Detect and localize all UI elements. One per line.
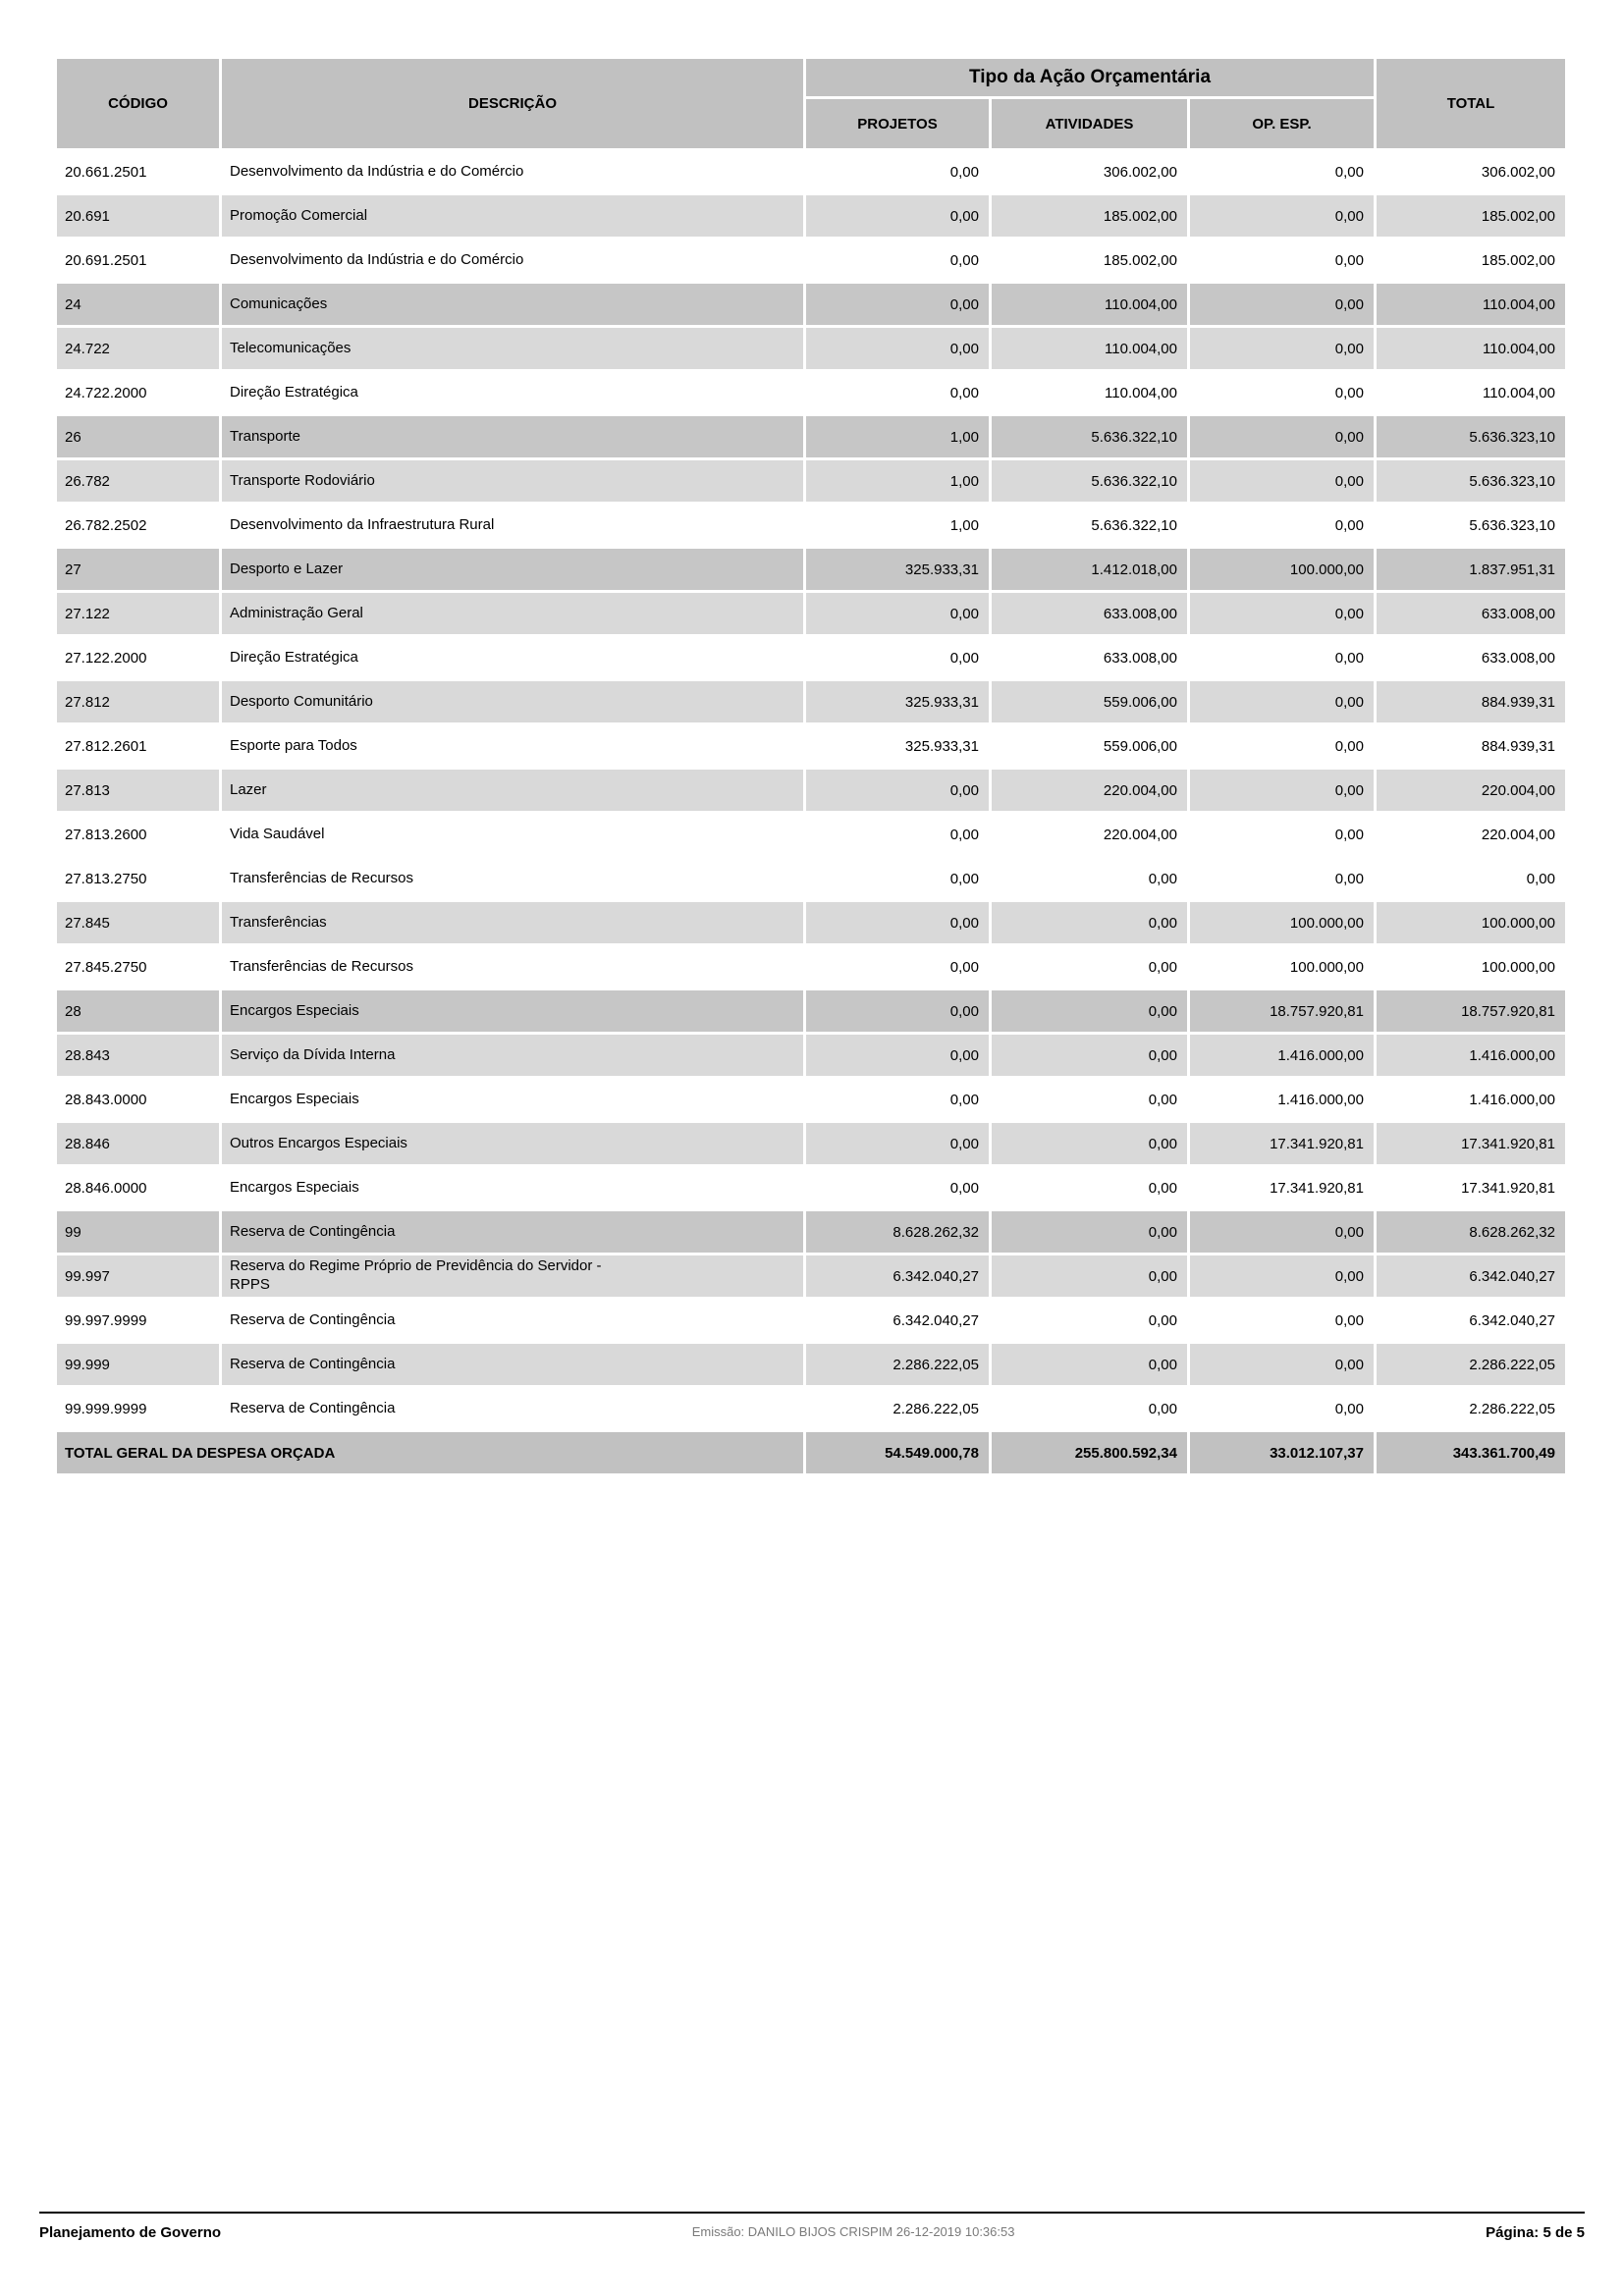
- row-description-text: Encargos Especiais: [230, 1178, 359, 1196]
- table-header: [57, 59, 1565, 148]
- row-atividades-cell: 0,00: [992, 1079, 1187, 1120]
- row-description-text: Desenvolvimento da Infraestrutura Rural: [230, 515, 495, 533]
- row-description-text: Encargos Especiais: [230, 1001, 359, 1019]
- row-code-cell: 27.813.2600: [57, 814, 219, 855]
- row-description-text: Direção Estratégica: [230, 648, 358, 666]
- row-projetos-cell: 0,00: [806, 593, 989, 634]
- row-description-text: Serviço da Dívida Interna: [230, 1045, 396, 1063]
- row-code-cell: 27.812.2601: [57, 725, 219, 767]
- row-total-cell: 220.004,00: [1377, 770, 1565, 811]
- row-description-cell: [222, 549, 803, 590]
- row-code-cell: 27.845.2750: [57, 946, 219, 988]
- row-description-text: Telecomunicações: [230, 339, 352, 356]
- row-description-text: Desporto Comunitário: [230, 692, 373, 710]
- row-projetos-cell: 325.933,31: [806, 681, 989, 722]
- row-code-cell: 24: [57, 284, 219, 325]
- table-row: [57, 1123, 1565, 1164]
- row-total-cell: 100.000,00: [1377, 902, 1565, 943]
- footer-emission-info: Emissão: DANILO BIJOS CRISPIM 26-12-2019 10:36:53: [691, 2224, 1015, 2239]
- row-description-cell: [222, 1344, 803, 1385]
- table-row: [57, 593, 1565, 634]
- table-row: [57, 1344, 1565, 1385]
- row-projetos-cell: 0,00: [806, 284, 989, 325]
- table-row: [57, 505, 1565, 546]
- row-description-cell: [222, 151, 803, 192]
- table-row: [57, 195, 1565, 237]
- budget-table: [54, 56, 1568, 1476]
- row-total-cell: 100.000,00: [1377, 946, 1565, 988]
- page-footer: [39, 2212, 1585, 2241]
- table-row: [57, 1300, 1565, 1341]
- table-row: [57, 1388, 1565, 1429]
- row-description-cell: [222, 328, 803, 369]
- column-header-total: TOTAL: [1377, 59, 1565, 148]
- table-row: [57, 284, 1565, 325]
- row-op-esp-cell: 0,00: [1190, 725, 1374, 767]
- row-description-cell: [222, 770, 803, 811]
- row-total-cell: 1.416.000,00: [1377, 1035, 1565, 1076]
- table-body: [57, 151, 1565, 1473]
- row-description-text: Reserva do Regime Próprio de Previdência do Servidor - RPPS: [230, 1257, 602, 1293]
- row-description-text: Transporte Rodoviário: [230, 471, 375, 489]
- row-description-text: Outros Encargos Especiais: [230, 1134, 407, 1151]
- row-description-text: Reserva de Contingência: [230, 1310, 396, 1328]
- row-op-esp-cell: 0,00: [1190, 858, 1374, 899]
- row-total-cell: 8.628.262,32: [1377, 1211, 1565, 1253]
- row-description-text: Vida Saudável: [230, 825, 325, 842]
- row-op-esp-cell: 0,00: [1190, 372, 1374, 413]
- row-code-cell: 27.122.2000: [57, 637, 219, 678]
- row-code-cell: 28: [57, 990, 219, 1032]
- row-projetos-cell: 1,00: [806, 460, 989, 502]
- row-atividades-cell: 5.636.322,10: [992, 416, 1187, 457]
- total-total-cell: 343.361.700,49: [1377, 1432, 1565, 1473]
- row-projetos-cell: 0,00: [806, 240, 989, 281]
- row-code-cell: 27.845: [57, 902, 219, 943]
- row-code-cell: 28.843: [57, 1035, 219, 1076]
- row-atividades-cell: 0,00: [992, 1388, 1187, 1429]
- row-op-esp-cell: 0,00: [1190, 1344, 1374, 1385]
- row-projetos-cell: 8.628.262,32: [806, 1211, 989, 1253]
- row-code-cell: 99: [57, 1211, 219, 1253]
- row-code-cell: 20.661.2501: [57, 151, 219, 192]
- row-code-cell: 26: [57, 416, 219, 457]
- row-atividades-cell: 220.004,00: [992, 770, 1187, 811]
- row-code-cell: 28.846.0000: [57, 1167, 219, 1208]
- total-atividades-cell: 255.800.592,34: [992, 1432, 1187, 1473]
- row-projetos-cell: 0,00: [806, 770, 989, 811]
- row-atividades-cell: 110.004,00: [992, 328, 1187, 369]
- row-code-cell: 28.843.0000: [57, 1079, 219, 1120]
- table-row: [57, 460, 1565, 502]
- row-projetos-cell: 0,00: [806, 902, 989, 943]
- row-description-cell: [222, 814, 803, 855]
- row-description-text: Desenvolvimento da Indústria e do Comércio: [230, 250, 524, 268]
- row-op-esp-cell: 0,00: [1190, 240, 1374, 281]
- row-description-text: Reserva de Contingência: [230, 1355, 396, 1372]
- row-atividades-cell: 0,00: [992, 1255, 1187, 1297]
- row-description-cell: [222, 637, 803, 678]
- row-description-text: Desporto e Lazer: [230, 560, 344, 577]
- row-description-cell: [222, 1211, 803, 1253]
- row-atividades-cell: 0,00: [992, 1211, 1187, 1253]
- row-code-cell: 28.846: [57, 1123, 219, 1164]
- row-projetos-cell: 0,00: [806, 1123, 989, 1164]
- row-projetos-cell: 0,00: [806, 858, 989, 899]
- row-code-cell: 26.782.2502: [57, 505, 219, 546]
- row-op-esp-cell: 0,00: [1190, 1300, 1374, 1341]
- row-total-cell: 185.002,00: [1377, 195, 1565, 237]
- row-op-esp-cell: 0,00: [1190, 593, 1374, 634]
- row-atividades-cell: 185.002,00: [992, 240, 1187, 281]
- row-atividades-cell: 0,00: [992, 1123, 1187, 1164]
- row-atividades-cell: 0,00: [992, 990, 1187, 1032]
- table-row: [57, 1167, 1565, 1208]
- row-description-text: Transferências de Recursos: [230, 869, 414, 886]
- row-projetos-cell: 0,00: [806, 195, 989, 237]
- row-projetos-cell: 6.342.040,27: [806, 1300, 989, 1341]
- row-projetos-cell: 0,00: [806, 814, 989, 855]
- row-description-text: Promoção Comercial: [230, 206, 368, 224]
- row-atividades-cell: 0,00: [992, 1300, 1187, 1341]
- table-row: [57, 858, 1565, 899]
- column-header-descricao: DESCRIÇÃO: [222, 59, 803, 148]
- row-projetos-cell: 0,00: [806, 1079, 989, 1120]
- table-row: [57, 637, 1565, 678]
- row-description-text: Transferências: [230, 913, 327, 931]
- row-description-cell: [222, 1167, 803, 1208]
- row-op-esp-cell: 0,00: [1190, 1255, 1374, 1297]
- row-atividades-cell: 0,00: [992, 1167, 1187, 1208]
- row-code-cell: 27.122: [57, 593, 219, 634]
- row-projetos-cell: 0,00: [806, 946, 989, 988]
- row-op-esp-cell: 1.416.000,00: [1190, 1079, 1374, 1120]
- row-description-cell: [222, 505, 803, 546]
- row-description-cell: [222, 240, 803, 281]
- row-op-esp-cell: 0,00: [1190, 1211, 1374, 1253]
- table-row: [57, 1255, 1565, 1297]
- row-total-cell: 884.939,31: [1377, 681, 1565, 722]
- row-atividades-cell: 633.008,00: [992, 593, 1187, 634]
- row-description-cell: [222, 1123, 803, 1164]
- row-code-cell: 24.722.2000: [57, 372, 219, 413]
- row-code-cell: 27: [57, 549, 219, 590]
- table-row: [57, 151, 1565, 192]
- row-description-text: Direção Estratégica: [230, 383, 358, 400]
- row-op-esp-cell: 0,00: [1190, 505, 1374, 546]
- row-total-cell: 5.636.323,10: [1377, 416, 1565, 457]
- row-atividades-cell: 0,00: [992, 1344, 1187, 1385]
- row-code-cell: 20.691: [57, 195, 219, 237]
- row-op-esp-cell: 0,00: [1190, 284, 1374, 325]
- row-projetos-cell: 325.933,31: [806, 549, 989, 590]
- row-description-cell: [222, 858, 803, 899]
- row-description-cell: [222, 1079, 803, 1120]
- row-atividades-cell: 220.004,00: [992, 814, 1187, 855]
- row-projetos-cell: 2.286.222,05: [806, 1344, 989, 1385]
- table-row: [57, 770, 1565, 811]
- row-description-cell: [222, 946, 803, 988]
- row-total-cell: 17.341.920,81: [1377, 1123, 1565, 1164]
- row-total-cell: 17.341.920,81: [1377, 1167, 1565, 1208]
- row-op-esp-cell: 0,00: [1190, 151, 1374, 192]
- row-projetos-cell: 1,00: [806, 505, 989, 546]
- row-total-cell: 1.837.951,31: [1377, 549, 1565, 590]
- row-total-cell: 1.416.000,00: [1377, 1079, 1565, 1120]
- row-description-cell: [222, 416, 803, 457]
- row-atividades-cell: 306.002,00: [992, 151, 1187, 192]
- row-description-cell: [222, 902, 803, 943]
- row-total-cell: 0,00: [1377, 858, 1565, 899]
- row-description-cell: [222, 593, 803, 634]
- row-projetos-cell: 0,00: [806, 372, 989, 413]
- row-code-cell: 99.999.9999: [57, 1388, 219, 1429]
- row-projetos-cell: 0,00: [806, 151, 989, 192]
- row-total-cell: 6.342.040,27: [1377, 1300, 1565, 1341]
- row-code-cell: 99.997.9999: [57, 1300, 219, 1341]
- table-row: [57, 1035, 1565, 1076]
- row-description-cell: [222, 195, 803, 237]
- row-total-cell: 220.004,00: [1377, 814, 1565, 855]
- row-description-text: Lazer: [230, 780, 267, 798]
- row-atividades-cell: 0,00: [992, 858, 1187, 899]
- row-description-text: Esporte para Todos: [230, 736, 357, 754]
- row-atividades-cell: 5.636.322,10: [992, 460, 1187, 502]
- row-description-cell: [222, 681, 803, 722]
- row-code-cell: 24.722: [57, 328, 219, 369]
- table-row: [57, 1079, 1565, 1120]
- row-op-esp-cell: 17.341.920,81: [1190, 1167, 1374, 1208]
- table-row: [57, 681, 1565, 722]
- total-row: [57, 1432, 1565, 1473]
- row-atividades-cell: 0,00: [992, 946, 1187, 988]
- row-code-cell: 27.812: [57, 681, 219, 722]
- column-header-op-esp: OP. ESP.: [1190, 99, 1374, 148]
- row-description-cell: [222, 284, 803, 325]
- column-group-header-tipo-acao: Tipo da Ação Orçamentária: [806, 59, 1374, 96]
- total-op-esp-cell: 33.012.107,37: [1190, 1432, 1374, 1473]
- row-op-esp-cell: 100.000,00: [1190, 549, 1374, 590]
- row-total-cell: 185.002,00: [1377, 240, 1565, 281]
- table-row: [57, 328, 1565, 369]
- row-projetos-cell: 6.342.040,27: [806, 1255, 989, 1297]
- column-header-codigo: CÓDIGO: [57, 59, 219, 148]
- row-atividades-cell: 1.412.018,00: [992, 549, 1187, 590]
- row-atividades-cell: 110.004,00: [992, 372, 1187, 413]
- row-op-esp-cell: 0,00: [1190, 195, 1374, 237]
- row-description-cell: [222, 1388, 803, 1429]
- row-description-cell: [222, 725, 803, 767]
- row-description-text: Reserva de Contingência: [230, 1222, 396, 1240]
- row-op-esp-cell: 0,00: [1190, 770, 1374, 811]
- row-total-cell: 110.004,00: [1377, 328, 1565, 369]
- row-op-esp-cell: 0,00: [1190, 637, 1374, 678]
- row-op-esp-cell: 0,00: [1190, 681, 1374, 722]
- column-header-projetos: PROJETOS: [806, 99, 989, 148]
- row-op-esp-cell: 100.000,00: [1190, 946, 1374, 988]
- total-label-cell: TOTAL GERAL DA DESPESA ORÇADA: [57, 1432, 803, 1473]
- row-projetos-cell: 0,00: [806, 1167, 989, 1208]
- table-row: [57, 990, 1565, 1032]
- table-row: [57, 902, 1565, 943]
- row-description-text: Transferências de Recursos: [230, 957, 414, 975]
- table-row: [57, 549, 1565, 590]
- row-total-cell: 18.757.920,81: [1377, 990, 1565, 1032]
- row-description-text: Comunicações: [230, 294, 328, 312]
- table-row: [57, 946, 1565, 988]
- row-total-cell: 6.342.040,27: [1377, 1255, 1565, 1297]
- row-code-cell: 99.997: [57, 1255, 219, 1297]
- row-atividades-cell: 559.006,00: [992, 725, 1187, 767]
- table-row: [57, 240, 1565, 281]
- row-code-cell: 27.813.2750: [57, 858, 219, 899]
- row-code-cell: 99.999: [57, 1344, 219, 1385]
- row-description-cell: [222, 460, 803, 502]
- row-description-cell: [222, 1035, 803, 1076]
- row-atividades-cell: 633.008,00: [992, 637, 1187, 678]
- row-total-cell: 5.636.323,10: [1377, 460, 1565, 502]
- row-total-cell: 110.004,00: [1377, 372, 1565, 413]
- row-description-text: Reserva de Contingência: [230, 1399, 396, 1416]
- row-op-esp-cell: 0,00: [1190, 328, 1374, 369]
- row-projetos-cell: 325.933,31: [806, 725, 989, 767]
- table-row: [57, 416, 1565, 457]
- row-total-cell: 306.002,00: [1377, 151, 1565, 192]
- row-atividades-cell: 5.636.322,10: [992, 505, 1187, 546]
- row-projetos-cell: 2.286.222,05: [806, 1388, 989, 1429]
- table-row: [57, 725, 1565, 767]
- row-atividades-cell: 559.006,00: [992, 681, 1187, 722]
- row-total-cell: 2.286.222,05: [1377, 1388, 1565, 1429]
- row-description-cell: [222, 1300, 803, 1341]
- row-total-cell: 5.636.323,10: [1377, 505, 1565, 546]
- row-projetos-cell: 0,00: [806, 990, 989, 1032]
- row-description-cell: [222, 1255, 803, 1297]
- row-description-text: Administração Geral: [230, 604, 363, 621]
- row-total-cell: 633.008,00: [1377, 637, 1565, 678]
- row-op-esp-cell: 0,00: [1190, 814, 1374, 855]
- row-op-esp-cell: 18.757.920,81: [1190, 990, 1374, 1032]
- row-projetos-cell: 0,00: [806, 637, 989, 678]
- row-description-cell: [222, 990, 803, 1032]
- row-op-esp-cell: 0,00: [1190, 1388, 1374, 1429]
- row-total-cell: 110.004,00: [1377, 284, 1565, 325]
- table-row: [57, 814, 1565, 855]
- row-total-cell: 884.939,31: [1377, 725, 1565, 767]
- row-op-esp-cell: 1.416.000,00: [1190, 1035, 1374, 1076]
- row-description-text: Desenvolvimento da Indústria e do Comércio: [230, 162, 524, 180]
- row-atividades-cell: 0,00: [992, 902, 1187, 943]
- row-projetos-cell: 1,00: [806, 416, 989, 457]
- row-description-cell: [222, 372, 803, 413]
- column-header-atividades: ATIVIDADES: [992, 99, 1187, 148]
- row-atividades-cell: 0,00: [992, 1035, 1187, 1076]
- table-row: [57, 1211, 1565, 1253]
- row-projetos-cell: 0,00: [806, 328, 989, 369]
- row-description-text: Encargos Especiais: [230, 1090, 359, 1107]
- table-row: [57, 372, 1565, 413]
- row-op-esp-cell: 17.341.920,81: [1190, 1123, 1374, 1164]
- row-atividades-cell: 185.002,00: [992, 195, 1187, 237]
- row-code-cell: 27.813: [57, 770, 219, 811]
- row-total-cell: 633.008,00: [1377, 593, 1565, 634]
- row-total-cell: 2.286.222,05: [1377, 1344, 1565, 1385]
- total-projetos-cell: 54.549.000,78: [806, 1432, 989, 1473]
- row-op-esp-cell: 100.000,00: [1190, 902, 1374, 943]
- row-description-text: Transporte: [230, 427, 300, 445]
- footer-report-name: Planejamento de Governo: [39, 2224, 222, 2241]
- row-code-cell: 20.691.2501: [57, 240, 219, 281]
- row-op-esp-cell: 0,00: [1190, 416, 1374, 457]
- row-op-esp-cell: 0,00: [1190, 460, 1374, 502]
- row-projetos-cell: 0,00: [806, 1035, 989, 1076]
- row-atividades-cell: 110.004,00: [992, 284, 1187, 325]
- row-code-cell: 26.782: [57, 460, 219, 502]
- footer-page-number: Página: 5 de 5: [1486, 2224, 1585, 2241]
